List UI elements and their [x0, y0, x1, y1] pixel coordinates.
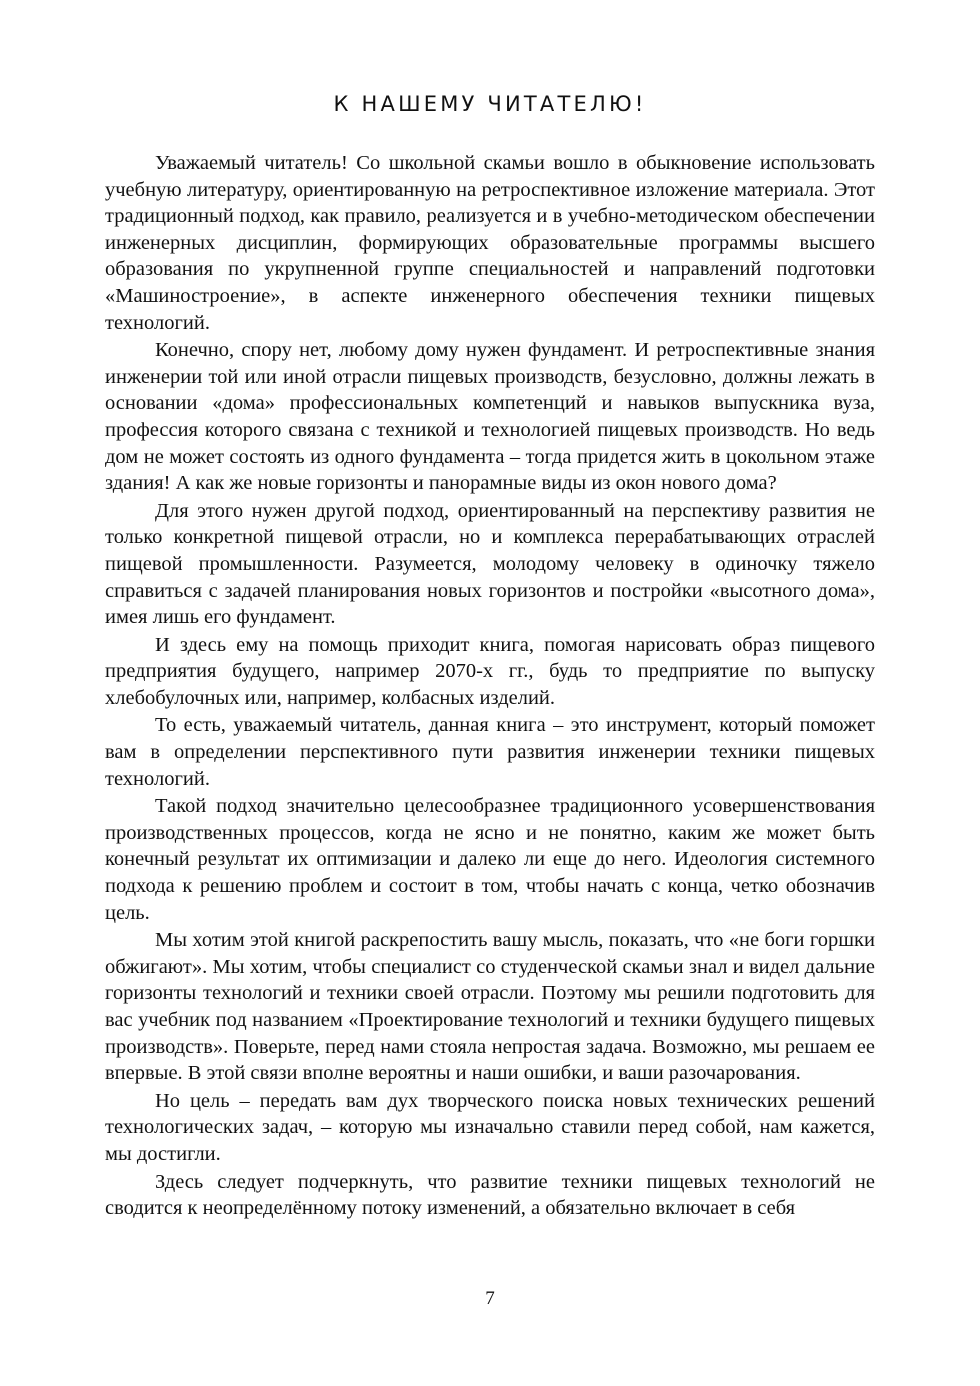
- paragraph-7: Мы хотим этой книгой раскрепостить вашу мысль, показать, что «не боги горшки обжигают». Мы хотим, чтобы специалист со студенческой скамьи знал и видел дальние горизонты технологий и техники своей отрасли. Поэтому мы решили подготовить для вас учебник под названием «Проектирование технологий и техники будущего пищевых производств». Поверьте, перед нами стояла непростая задача. Возможно, мы решаем ее впервые. В этой связи вполне вероятны и наши ошибки, и ваши разочарования.: [105, 929, 875, 1085]
- paragraph-3: Для этого нужен другой подход, ориентированный на перспективу развития не только конкретной пищевой отрасли, но и комплекса перерабатывающих отраслей пищевой промышленности. Разумеется, молодому человеку в одиночку тяжело справиться с задачей планирования новых горизонтов и постройки «высотного дома», имея лишь его фундамент.: [105, 499, 875, 629]
- page-title: К НАШЕМУ ЧИТАТЕЛЮ!: [333, 92, 647, 116]
- paragraph-8: Но цель – передать вам дух творческого поиска новых технических решений технологических задач, – которую мы изначально ставили перед собой, нам кажется, мы достигли.: [105, 1089, 875, 1165]
- paragraph-4: И здесь ему на помощь приходит книга, помогая нарисовать образ пищевого предприятия будущего, например 2070-х гг., будь то предприятие по выпуску хлебобулочных или, например, колбасных изделий.: [105, 633, 875, 709]
- body-text: [105, 150, 875, 1223]
- paragraph-5: То есть, уважаемый читатель, данная книга – это инструмент, который поможет вам в определении перспективного пути развития инженерии техники пищевых технологий.: [105, 714, 875, 790]
- paragraph-6: Такой подход значительно целесообразнее традиционного усовершенствования производственных процессов, когда не ясно и не понятно, каким же может быть конечный результат их оптимизации и далеко ли еще до него. Идеология системного подхода к решению проблем и состоит в том, чтобы начать с конца, четко обозначив цель.: [105, 795, 875, 924]
- paragraph-9: Здесь следует подчеркнуть, что развитие техники пищевых технологий не сводится к неопределённому потоку изменений, а обязательно включает в себя: [105, 1170, 875, 1220]
- paragraph-1: Уважаемый читатель! Со школьной скамьи вошло в обыкновение использовать учебную литературу, ориентированную на ретроспективное изложение материала. Этот традиционный подход, как правило, реализуется и в учебно-методическом обеспечении инженерных дисциплин, формирующих образовательные программы высшего образования по укрупненной группе специальностей и направлений подготовки «Машиностроение», в аспекте инженерного обеспечения техники пищевых технологий.: [105, 152, 875, 334]
- paragraph-2: Конечно, спору нет, любому дому нужен фундамент. И ретроспективные знания инженерии той или иной отрасли пищевых производств, безусловно, должны лежать в основании «дома» профессиональных компетенций и навыков выпускника вуза, профессия которого связана с техникой и технологией пищевых производств. Но ведь дом не может состоять из одного фундамента – тогда придется жить в цокольном этаже здания! А как же новые горизонты и панорамные виды из окон нового дома?: [105, 339, 875, 495]
- page-number: 7: [485, 1288, 495, 1309]
